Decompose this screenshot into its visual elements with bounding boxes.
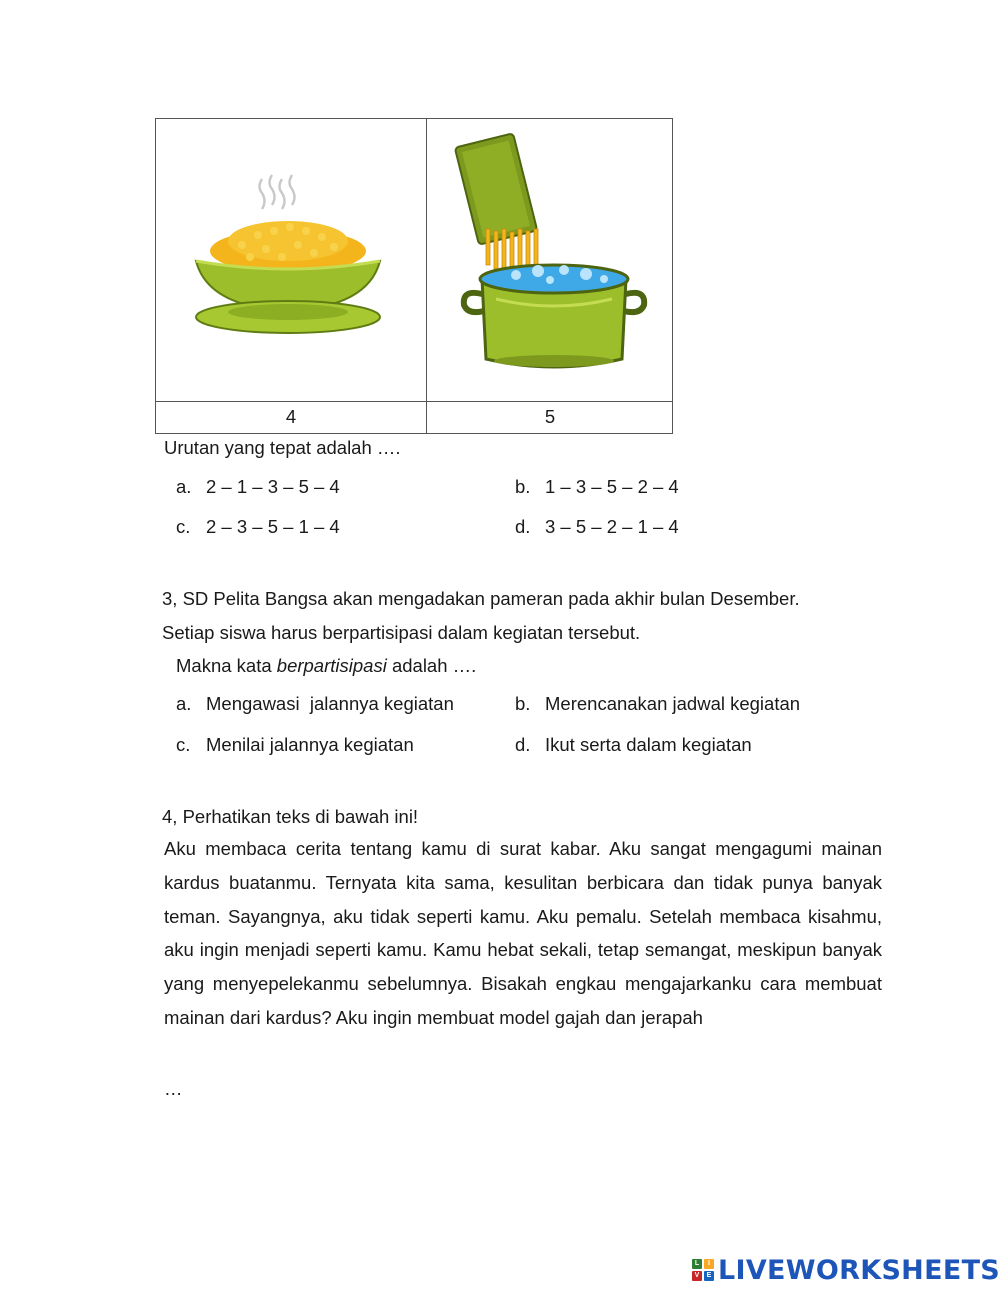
option-text: Merencanakan jadwal kegiatan bbox=[545, 693, 801, 714]
q2-option-c bbox=[176, 516, 340, 538]
question-3-line-1: 3, SD Pelita Bangsa akan mengadakan pameran pada akhir bulan Desember. bbox=[162, 588, 800, 609]
question-3-line-2: Setiap siswa harus berpartisipasi dalam kegiatan tersebut. bbox=[162, 622, 641, 643]
option-letter: d. bbox=[515, 734, 531, 755]
prompt-keyword: berpartisipasi bbox=[276, 655, 387, 676]
option-letter: c. bbox=[176, 516, 191, 537]
logo-block-i: I bbox=[704, 1259, 714, 1269]
q3-option-c bbox=[176, 734, 414, 756]
option-letter: d. bbox=[515, 516, 531, 537]
option-text: Ikut serta dalam kegiatan bbox=[545, 734, 752, 755]
table-divider-horizontal bbox=[156, 401, 672, 402]
logo-blocks-icon bbox=[692, 1259, 714, 1281]
logo-block-e: E bbox=[704, 1271, 714, 1281]
option-text: Mengawasi jalannya kegiatan bbox=[206, 693, 454, 714]
question-4-passage: Aku membaca cerita tentang kamu di surat kabar. Aku sangat mengagumi mainan kardus buatanmu. Ternyata kita sama, kesulitan berbicara dan tidak punya banyak teman. Sayangnya, aku tidak seperti kamu. Aku pemalu. Setelah membaca kisahmu, aku ingin menjadi seperti kamu. Kamu hebat sekali, tetap semangat, meskipun banyak yang menyepelekanmu sebelumnya. Bisakah engkau mengajarkanku cara membuat mainan dari kardus? Aku ingin membuat model gajah dan jerapah bbox=[164, 838, 882, 1028]
q3-option-b bbox=[515, 693, 800, 715]
image-number-4: 4 bbox=[285, 406, 297, 427]
option-letter: b. bbox=[515, 693, 531, 714]
option-text: 3 – 5 – 2 – 1 – 4 bbox=[545, 516, 679, 537]
prompt-before: Makna kata bbox=[176, 655, 277, 676]
option-text: Menilai jalannya kegiatan bbox=[206, 734, 414, 755]
option-text: 2 – 3 – 5 – 1 – 4 bbox=[206, 516, 340, 537]
image-number-5: 5 bbox=[544, 406, 556, 427]
option-letter: a. bbox=[176, 693, 192, 714]
option-letter: b. bbox=[515, 476, 531, 497]
passage-ellipsis: … bbox=[164, 1078, 183, 1099]
image-table bbox=[155, 118, 673, 434]
prompt-after: adalah …. bbox=[386, 655, 477, 676]
question-4-heading: 4, Perhatikan teks di bawah ini! bbox=[162, 806, 419, 827]
q2-option-b bbox=[515, 476, 679, 498]
steam-icon bbox=[260, 175, 295, 209]
logo-text: LIVEWORKSHEETS bbox=[718, 1254, 1000, 1286]
question-2-prompt: Urutan yang tepat adalah …. bbox=[164, 437, 401, 458]
q3-option-a bbox=[176, 693, 454, 715]
noodle-package-icon bbox=[455, 133, 537, 245]
question-3-prompt bbox=[176, 655, 476, 677]
liveworksheets-logo bbox=[692, 1256, 1000, 1284]
logo-block-l: L bbox=[692, 1259, 702, 1269]
option-letter: c. bbox=[176, 734, 191, 755]
option-text: 1 – 3 – 5 – 2 – 4 bbox=[545, 476, 679, 497]
table-divider-vertical bbox=[426, 119, 427, 433]
option-text: 2 – 1 – 3 – 5 – 4 bbox=[206, 476, 340, 497]
noodle-bowl-image bbox=[162, 169, 420, 349]
q2-option-a bbox=[176, 476, 340, 498]
option-letter: a. bbox=[176, 476, 192, 497]
logo-block-v: V bbox=[692, 1271, 702, 1281]
q2-option-d bbox=[515, 516, 679, 538]
q3-option-d bbox=[515, 734, 752, 756]
boiling-pot-image bbox=[446, 129, 656, 389]
